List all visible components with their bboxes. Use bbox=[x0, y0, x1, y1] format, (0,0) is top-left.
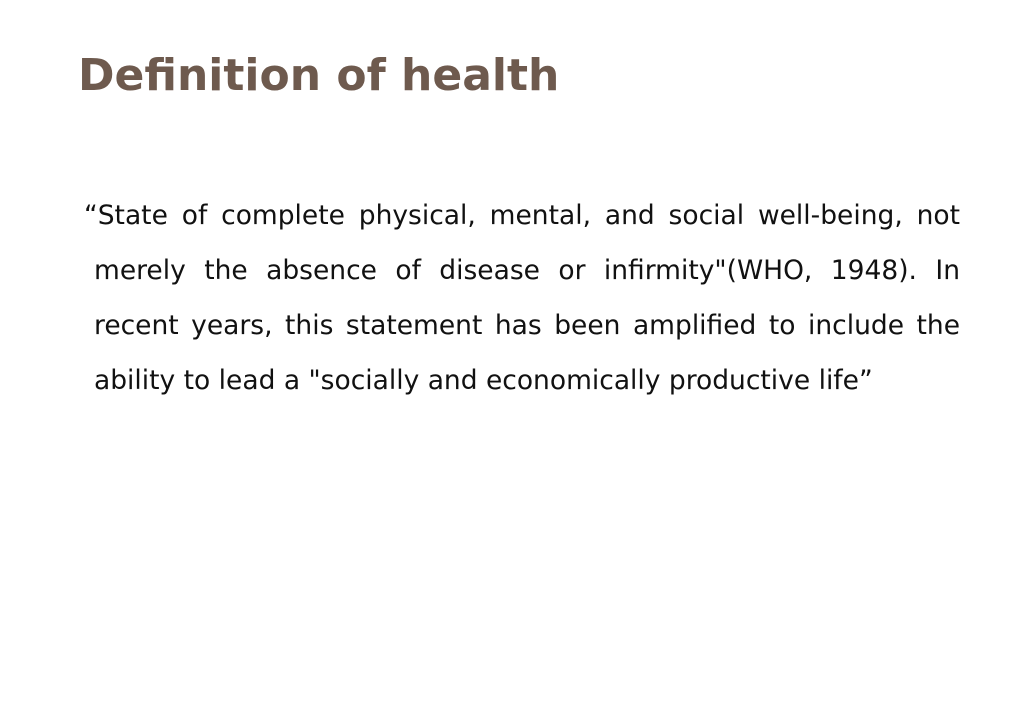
slide-title: Definition of health bbox=[78, 50, 560, 101]
definition-quote: “State of complete physical, mental, and social well-being, not merely the absence of disease or infirmity"(WHO, 1948). In recent years, this statement has been amplified to include the ability to lead a "socially and economically productive life” bbox=[84, 200, 960, 396]
